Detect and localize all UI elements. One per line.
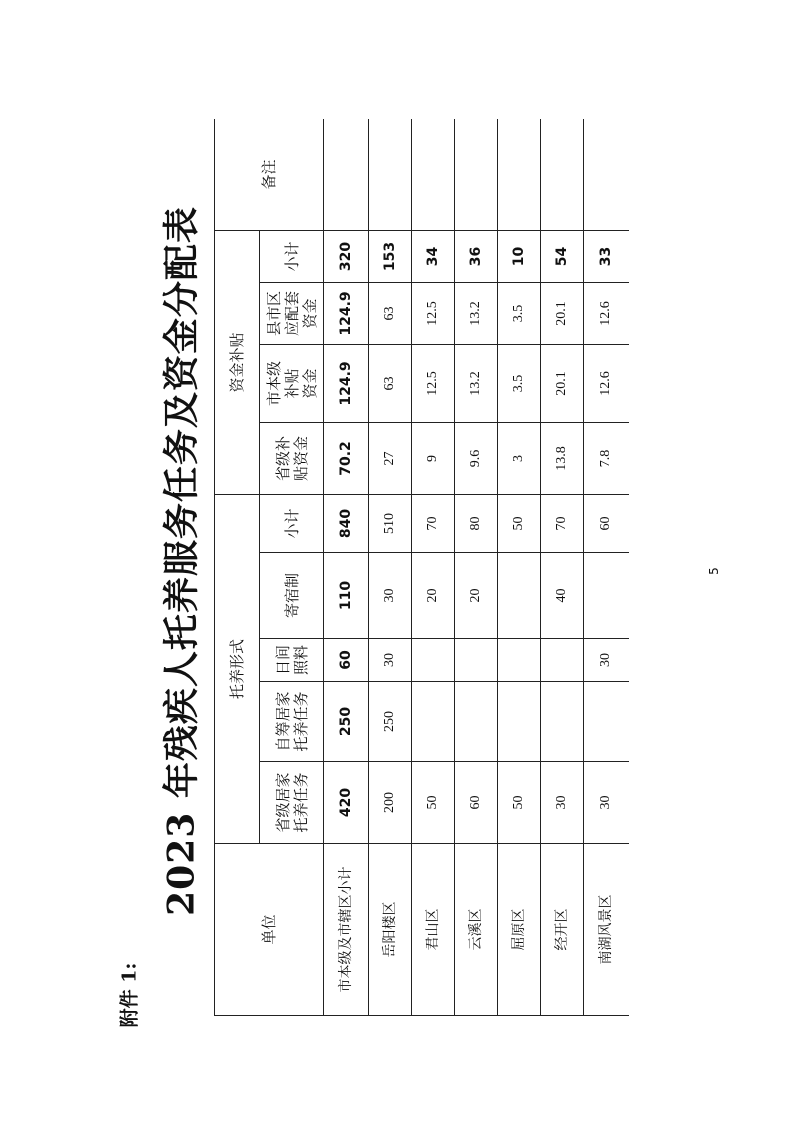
cell-city-subsidy: 12.6 xyxy=(584,345,630,423)
header-county-matching: 县市区 应配套 资金 xyxy=(260,283,324,345)
cell-county-matching: 63 xyxy=(369,283,412,345)
cell-care-subtotal: 80 xyxy=(455,495,498,553)
cell-boarding xyxy=(584,553,630,639)
cell-county-matching: 3.5 xyxy=(498,283,541,345)
cell-remarks xyxy=(369,119,412,230)
cell-county-matching: 12.5 xyxy=(412,283,455,345)
cell-unit: 经开区 xyxy=(541,844,584,1016)
document-title: 2023 年残疾人托养服务任务及资金分配表 xyxy=(160,206,203,916)
cell-boarding: 30 xyxy=(369,553,412,639)
cell-unit: 云溪区 xyxy=(455,844,498,1016)
cell-city-subsidy: 12.5 xyxy=(412,345,455,423)
cell-day-care: 60 xyxy=(324,639,369,682)
header-care-form: 托养形式 xyxy=(215,495,260,844)
cell-remarks xyxy=(541,119,584,230)
cell-care-subtotal: 50 xyxy=(498,495,541,553)
cell-remarks xyxy=(498,119,541,230)
cell-provincial-home: 420 xyxy=(324,762,369,844)
cell-city-subsidy: 63 xyxy=(369,345,412,423)
cell-care-subtotal: 70 xyxy=(541,495,584,553)
cell-provincial-subsidy: 9 xyxy=(412,423,455,495)
header-row-1 xyxy=(215,119,260,1016)
cell-city-subsidy: 13.2 xyxy=(455,345,498,423)
cell-boarding: 20 xyxy=(412,553,455,639)
cell-funding-subtotal: 36 xyxy=(455,230,498,282)
cell-city-subsidy: 20.1 xyxy=(541,345,584,423)
cell-provincial-home: 30 xyxy=(584,762,630,844)
cell-care-subtotal: 840 xyxy=(324,495,369,553)
cell-remarks xyxy=(584,119,630,230)
table-row xyxy=(412,119,455,1016)
cell-funding-subtotal: 34 xyxy=(412,230,455,282)
cell-self-funded-home xyxy=(498,682,541,762)
cell-county-matching: 13.2 xyxy=(455,283,498,345)
cell-remarks xyxy=(455,119,498,230)
cell-provincial-home: 60 xyxy=(455,762,498,844)
cell-unit: 南湖风景区 xyxy=(584,844,630,1016)
cell-boarding: 40 xyxy=(541,553,584,639)
cell-self-funded-home xyxy=(455,682,498,762)
cell-county-matching: 124.9 xyxy=(324,283,369,345)
cell-funding-subtotal: 153 xyxy=(369,230,412,282)
cell-care-subtotal: 70 xyxy=(412,495,455,553)
cell-day-care: 30 xyxy=(584,639,630,682)
cell-unit: 岳阳楼区 xyxy=(369,844,412,1016)
header-boarding: 寄宿制 xyxy=(260,553,324,639)
table-row xyxy=(324,119,369,1016)
cell-city-subsidy: 124.9 xyxy=(324,345,369,423)
cell-provincial-subsidy: 27 xyxy=(369,423,412,495)
table-rotated-container xyxy=(214,119,629,1016)
allocation-table xyxy=(214,119,629,1016)
cell-self-funded-home xyxy=(584,682,630,762)
cell-provincial-home: 30 xyxy=(541,762,584,844)
cell-funding-subtotal: 10 xyxy=(498,230,541,282)
cell-day-care xyxy=(541,639,584,682)
table-row xyxy=(455,119,498,1016)
cell-boarding: 20 xyxy=(455,553,498,639)
header-remarks: 备注 xyxy=(215,119,324,230)
cell-self-funded-home xyxy=(412,682,455,762)
cell-provincial-home: 200 xyxy=(369,762,412,844)
header-day-care: 日间 照料 xyxy=(260,639,324,682)
table-row xyxy=(369,119,412,1016)
header-city-subsidy: 市本级 补贴 资金 xyxy=(260,345,324,423)
cell-unit: 市本级及市辖区小计 xyxy=(324,844,369,1016)
cell-remarks xyxy=(324,119,369,230)
header-provincial-subsidy: 省级补 贴资金 xyxy=(260,423,324,495)
cell-county-matching: 12.6 xyxy=(584,283,630,345)
header-funding: 资金补贴 xyxy=(215,230,260,494)
cell-boarding xyxy=(498,553,541,639)
cell-funding-subtotal: 54 xyxy=(541,230,584,282)
attachment-label: 附件 1: xyxy=(118,962,141,1028)
cell-boarding: 110 xyxy=(324,553,369,639)
cell-provincial-home: 50 xyxy=(412,762,455,844)
cell-provincial-subsidy: 3 xyxy=(498,423,541,495)
cell-remarks xyxy=(412,119,455,230)
header-self-funded-home: 自筹居家 托养任务 xyxy=(260,682,324,762)
table-row xyxy=(584,119,630,1016)
cell-provincial-subsidy: 9.6 xyxy=(455,423,498,495)
cell-unit: 君山区 xyxy=(412,844,455,1016)
cell-care-subtotal: 510 xyxy=(369,495,412,553)
cell-provincial-subsidy: 13.8 xyxy=(541,423,584,495)
cell-provincial-subsidy: 70.2 xyxy=(324,423,369,495)
cell-unit: 屈原区 xyxy=(498,844,541,1016)
cell-self-funded-home xyxy=(541,682,584,762)
table-frame xyxy=(214,119,629,1016)
cell-city-subsidy: 3.5 xyxy=(498,345,541,423)
header-funding-subtotal: 小计 xyxy=(260,230,324,282)
cell-county-matching: 20.1 xyxy=(541,283,584,345)
cell-funding-subtotal: 33 xyxy=(584,230,630,282)
table-row xyxy=(541,119,584,1016)
header-unit: 单位 xyxy=(215,844,324,1016)
cell-provincial-subsidy: 7.8 xyxy=(584,423,630,495)
header-provincial-home: 省级居家 托养任务 xyxy=(260,762,324,844)
header-care-subtotal: 小计 xyxy=(260,495,324,553)
cell-provincial-home: 50 xyxy=(498,762,541,844)
table-body xyxy=(215,119,630,1016)
cell-day-care xyxy=(455,639,498,682)
page-number: 5 xyxy=(707,567,721,575)
cell-funding-subtotal: 320 xyxy=(324,230,369,282)
cell-day-care xyxy=(498,639,541,682)
cell-care-subtotal: 60 xyxy=(584,495,630,553)
cell-self-funded-home: 250 xyxy=(324,682,369,762)
cell-self-funded-home: 250 xyxy=(369,682,412,762)
cell-day-care xyxy=(412,639,455,682)
table-row xyxy=(498,119,541,1016)
cell-day-care: 30 xyxy=(369,639,412,682)
